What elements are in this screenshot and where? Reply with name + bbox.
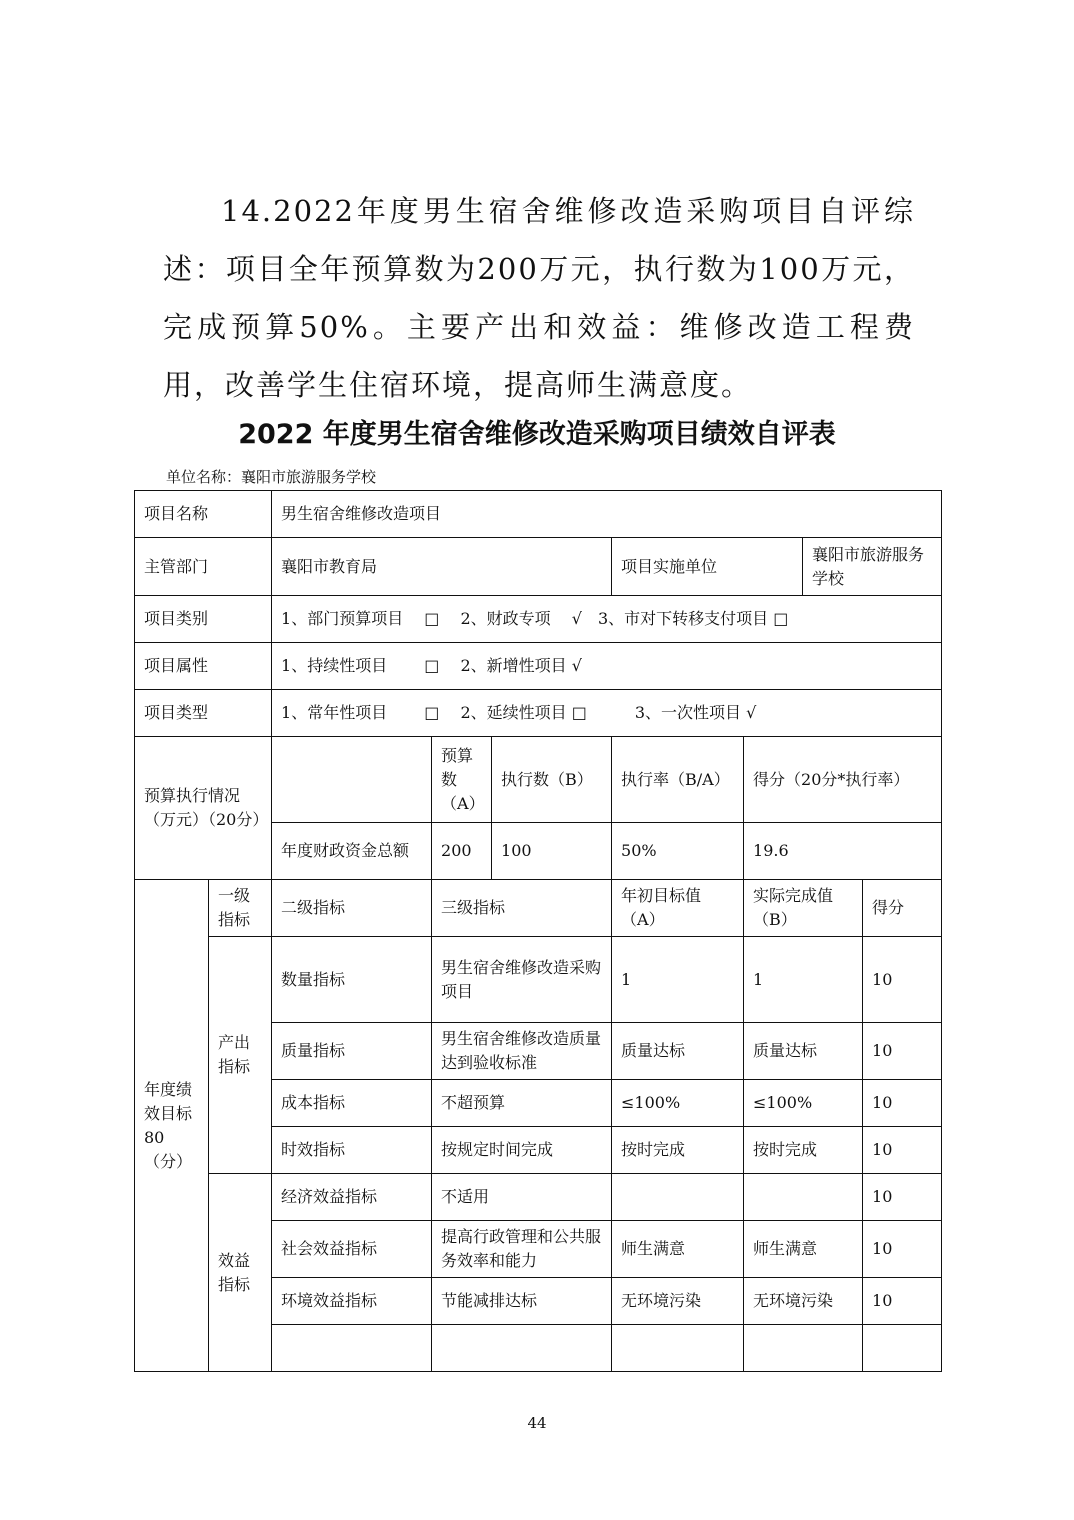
unit-name: 单位名称：襄阳市旅游服务学校: [166, 468, 377, 486]
row-score: 10: [863, 1023, 942, 1080]
category-label: 项目类别: [135, 596, 272, 643]
empty-cell: [272, 1325, 432, 1372]
attr-label: 项目属性: [135, 643, 272, 690]
row-l3: 不超预算: [432, 1080, 612, 1127]
intro-text: 14.2022年度男生宿舍维修改造采购项目自评综述：项目全年预算数为200万元，执行数为100万元，完成预算50%。主要产出和效益：维修改造工程费用，改善学生住宿环境，提高师生满意度。: [163, 194, 915, 402]
attr-value: 1、持续性项目 □ 2、新增性项目 √: [272, 643, 942, 690]
evaluation-table: [134, 490, 942, 1372]
budget-label: 预算执行情况（万元）（20分）: [135, 737, 272, 880]
type-value: 1、常年性项目 □ 2、延续性项目 □ 3、一次性项目 √: [272, 690, 942, 737]
type-label: 项目类型: [135, 690, 272, 737]
row-l2: 质量指标: [272, 1023, 432, 1080]
row-actual: [744, 1174, 863, 1221]
budget-header-a: 预算数（A）: [432, 737, 492, 823]
row-l3: 提高行政管理和公共服务效率和能力: [432, 1221, 612, 1278]
table-row: [135, 1174, 942, 1221]
row-score: 10: [863, 1174, 942, 1221]
row-l2: 社会效益指标: [272, 1221, 432, 1278]
row-l2: 时效指标: [272, 1127, 432, 1174]
row-target: 按时完成: [612, 1127, 744, 1174]
header-level1: 一级指标: [209, 880, 272, 937]
row-actual: 师生满意: [744, 1221, 863, 1278]
budget-value-b: 100: [492, 823, 612, 880]
row-target: [612, 1174, 744, 1221]
output-label: 产出指标: [209, 937, 272, 1174]
row-actual: 无环境污染: [744, 1278, 863, 1325]
budget-value-score: 19.6: [744, 823, 942, 880]
intro-paragraph: [163, 182, 915, 414]
targets-label: 年度绩效目标80（分）: [135, 880, 209, 1372]
row-target: 无环境污染: [612, 1278, 744, 1325]
row-score: 10: [863, 1127, 942, 1174]
row-l3: 按规定时间完成: [432, 1127, 612, 1174]
project-name-label: 项目名称: [135, 491, 272, 538]
table-row: [135, 937, 942, 1023]
row-actual: 1: [744, 937, 863, 1023]
category-value: 1、部门预算项目 □ 2、财政专项 √ 3、市对下转移支付项目 □: [272, 596, 942, 643]
page-number: 44: [527, 1414, 547, 1432]
benefit-label: 效益指标: [209, 1174, 272, 1372]
empty-cell: [863, 1325, 942, 1372]
budget-row-label: 年度财政资金总额: [272, 823, 432, 880]
budget-empty-header: [272, 737, 432, 823]
row-score: 10: [863, 1080, 942, 1127]
row-l3: 男生宿舍维修改造质量达到验收标准: [432, 1023, 612, 1080]
row-l2: 经济效益指标: [272, 1174, 432, 1221]
row-l3: 节能减排达标: [432, 1278, 612, 1325]
budget-value-a: 200: [432, 823, 492, 880]
empty-cell: [432, 1325, 612, 1372]
header-actual: 实际完成值（B）: [744, 880, 863, 937]
impl-label: 项目实施单位: [612, 538, 803, 596]
row-score: 10: [863, 1278, 942, 1325]
empty-cell: [744, 1325, 863, 1372]
dept-value: 襄阳市教育局: [272, 538, 612, 596]
row-target: ≤100%: [612, 1080, 744, 1127]
row-actual: 质量达标: [744, 1023, 863, 1080]
row-actual: 按时完成: [744, 1127, 863, 1174]
table-title: 2022 年度男生宿舍维修改造采购项目绩效自评表: [238, 419, 836, 450]
header-score: 得分: [863, 880, 942, 937]
header-level3: 三级指标: [432, 880, 612, 937]
project-name-value: 男生宿舍维修改造项目: [272, 491, 942, 538]
header-target: 年初目标值（A）: [612, 880, 744, 937]
row-l2: 数量指标: [272, 937, 432, 1023]
dept-label: 主管部门: [135, 538, 272, 596]
row-l3: 不适用: [432, 1174, 612, 1221]
empty-cell: [612, 1325, 744, 1372]
row-l2: 成本指标: [272, 1080, 432, 1127]
row-target: 师生满意: [612, 1221, 744, 1278]
budget-header-score: 得分（20分*执行率）: [744, 737, 942, 823]
budget-header-rate: 执行率（B/A）: [612, 737, 744, 823]
row-score: 10: [863, 937, 942, 1023]
budget-value-rate: 50%: [612, 823, 744, 880]
row-score: 10: [863, 1221, 942, 1278]
row-l3: 男生宿舍维修改造采购项目: [432, 937, 612, 1023]
budget-header-b: 执行数（B）: [492, 737, 612, 823]
impl-value: 襄阳市旅游服务学校: [803, 538, 942, 596]
row-l2: 环境效益指标: [272, 1278, 432, 1325]
header-level2: 二级指标: [272, 880, 432, 937]
row-target: 1: [612, 937, 744, 1023]
row-actual: ≤100%: [744, 1080, 863, 1127]
row-target: 质量达标: [612, 1023, 744, 1080]
